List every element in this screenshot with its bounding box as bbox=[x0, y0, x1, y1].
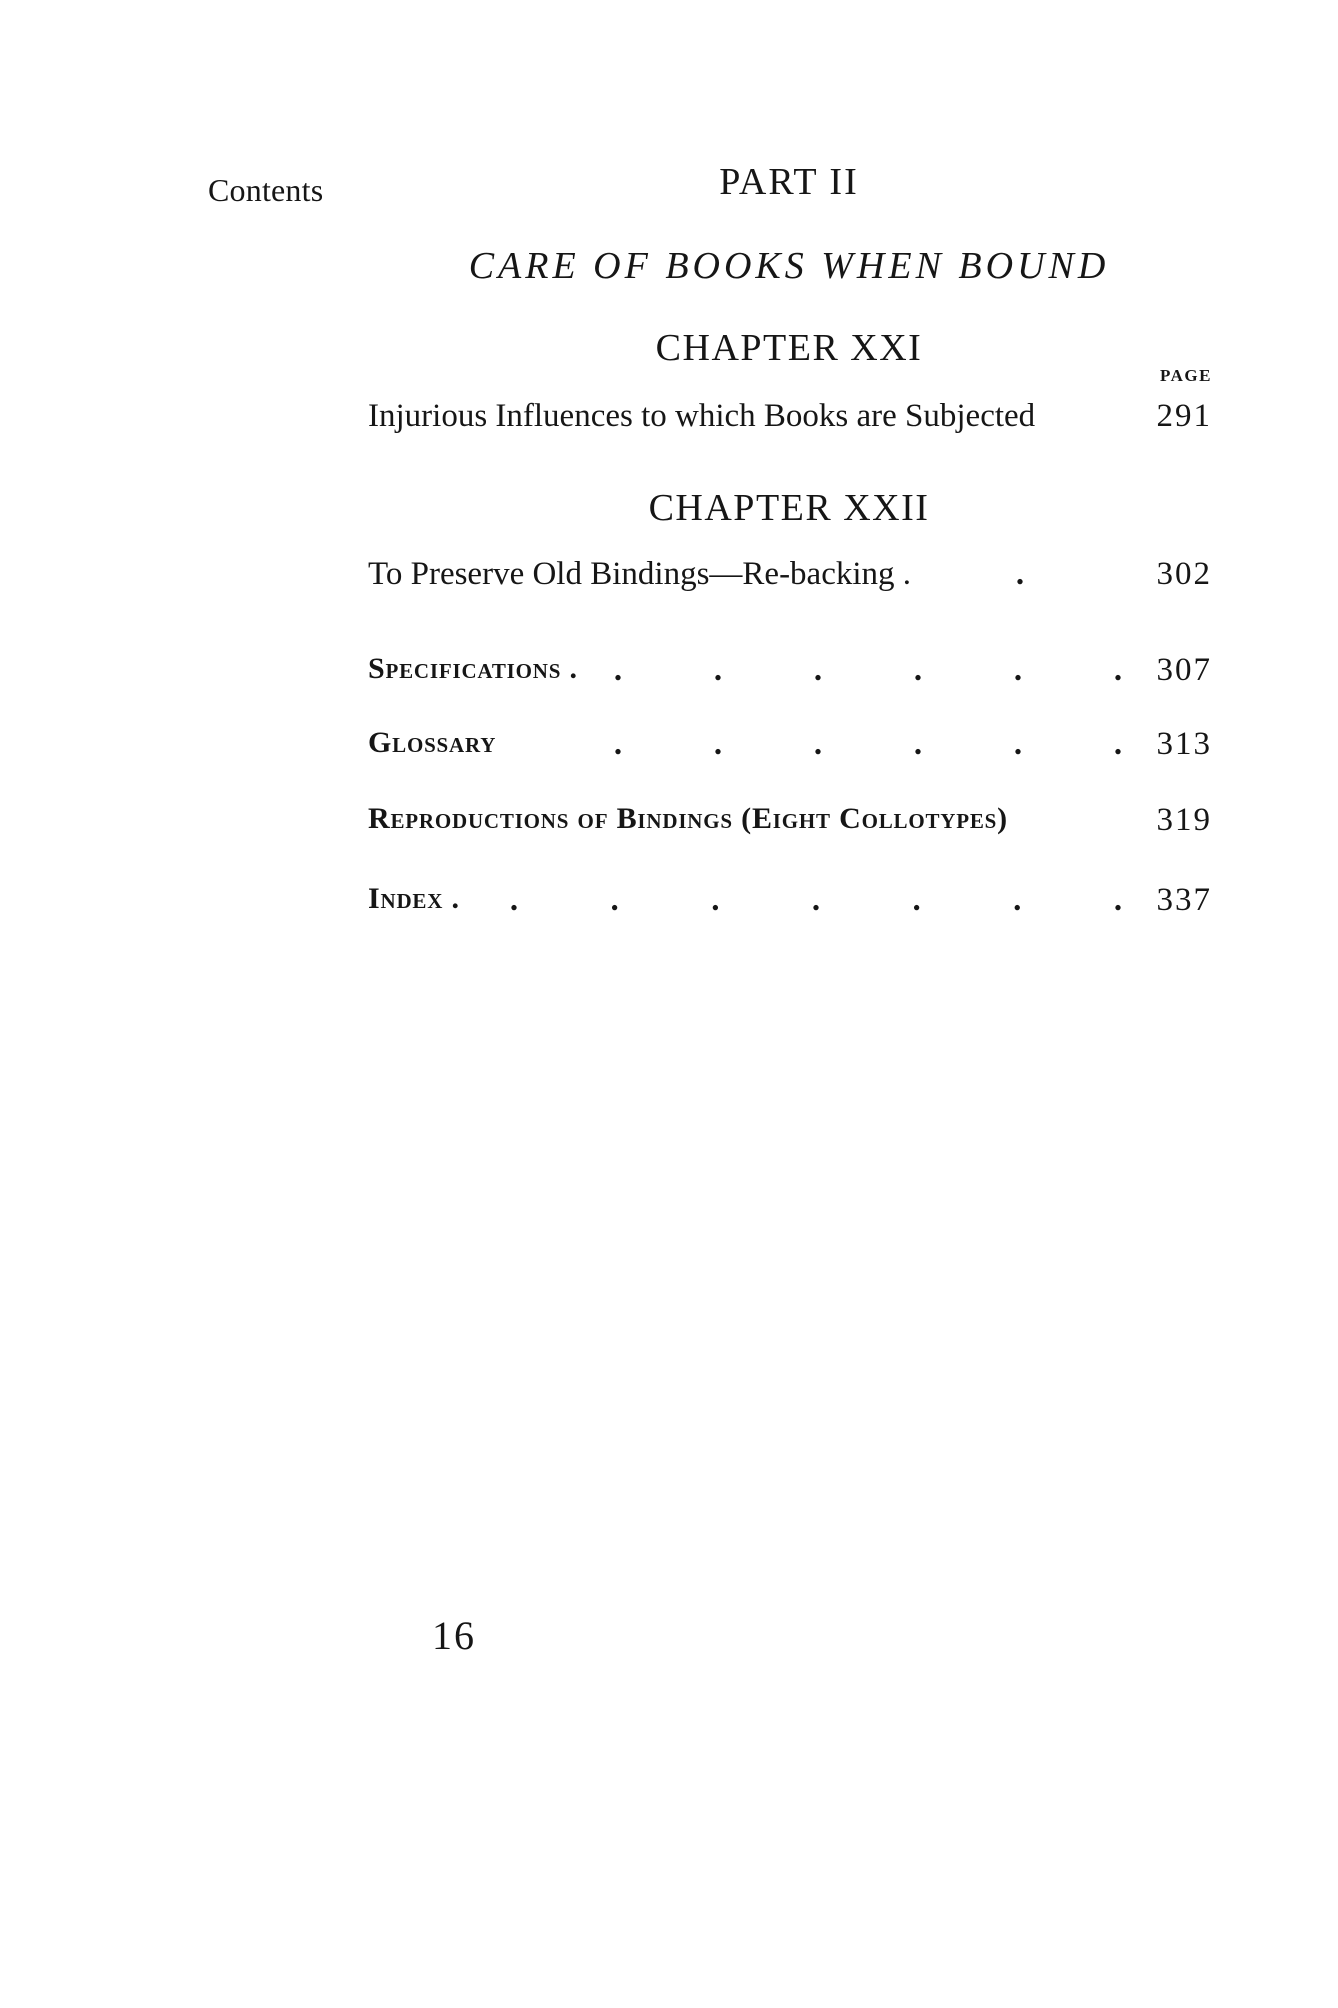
toc-entry-title: Specifications . bbox=[368, 652, 578, 685]
toc-entry-title: To Preserve Old Bindings—Re-backing . bbox=[368, 556, 912, 592]
toc-entry-title: Reproductions of Bindings (Eight Collotypes) bbox=[368, 802, 1008, 835]
dot-leader: . . . . . . . bbox=[509, 882, 1123, 918]
toc-entry-glossary bbox=[368, 726, 1212, 774]
toc-entry-page: 337 bbox=[1156, 882, 1212, 918]
part-subtitle: CARE OF BOOKS WHEN BOUND bbox=[468, 245, 1110, 287]
dot-leader: . . . . . . bbox=[613, 726, 1123, 762]
toc-entry-page: 307 bbox=[1156, 652, 1212, 688]
toc-entry-title: Injurious Influences to which Books are Subjected bbox=[368, 398, 1036, 434]
toc-entry-page: 319 bbox=[1156, 802, 1212, 838]
toc-entry-page: 291 bbox=[1156, 398, 1212, 434]
page-number: 16 bbox=[432, 1613, 476, 1658]
chapter-heading-xxi: CHAPTER XXI bbox=[655, 327, 923, 369]
part-title: PART II bbox=[719, 161, 859, 203]
dot-leader: . bbox=[1015, 556, 1025, 592]
dot-leader: . . . . . . bbox=[613, 652, 1123, 688]
chapter-heading-xxii: CHAPTER XXII bbox=[648, 487, 930, 529]
toc-entry-title: Index . bbox=[368, 882, 460, 915]
toc-entry-reproductions-of-bindings bbox=[368, 802, 1212, 850]
page-column-label: PAGE bbox=[1160, 366, 1212, 385]
toc-entry-index bbox=[368, 882, 1212, 930]
toc-entry-title: Glossary bbox=[368, 726, 497, 759]
toc-entry-page: 313 bbox=[1156, 726, 1212, 762]
toc-entry-injurious-influences bbox=[368, 398, 1212, 446]
toc-entry-preserve-old-bindings bbox=[368, 556, 1212, 604]
toc-entry-page: 302 bbox=[1156, 556, 1212, 592]
running-head: Contents bbox=[208, 172, 324, 208]
toc-entry-specifications bbox=[368, 652, 1212, 700]
